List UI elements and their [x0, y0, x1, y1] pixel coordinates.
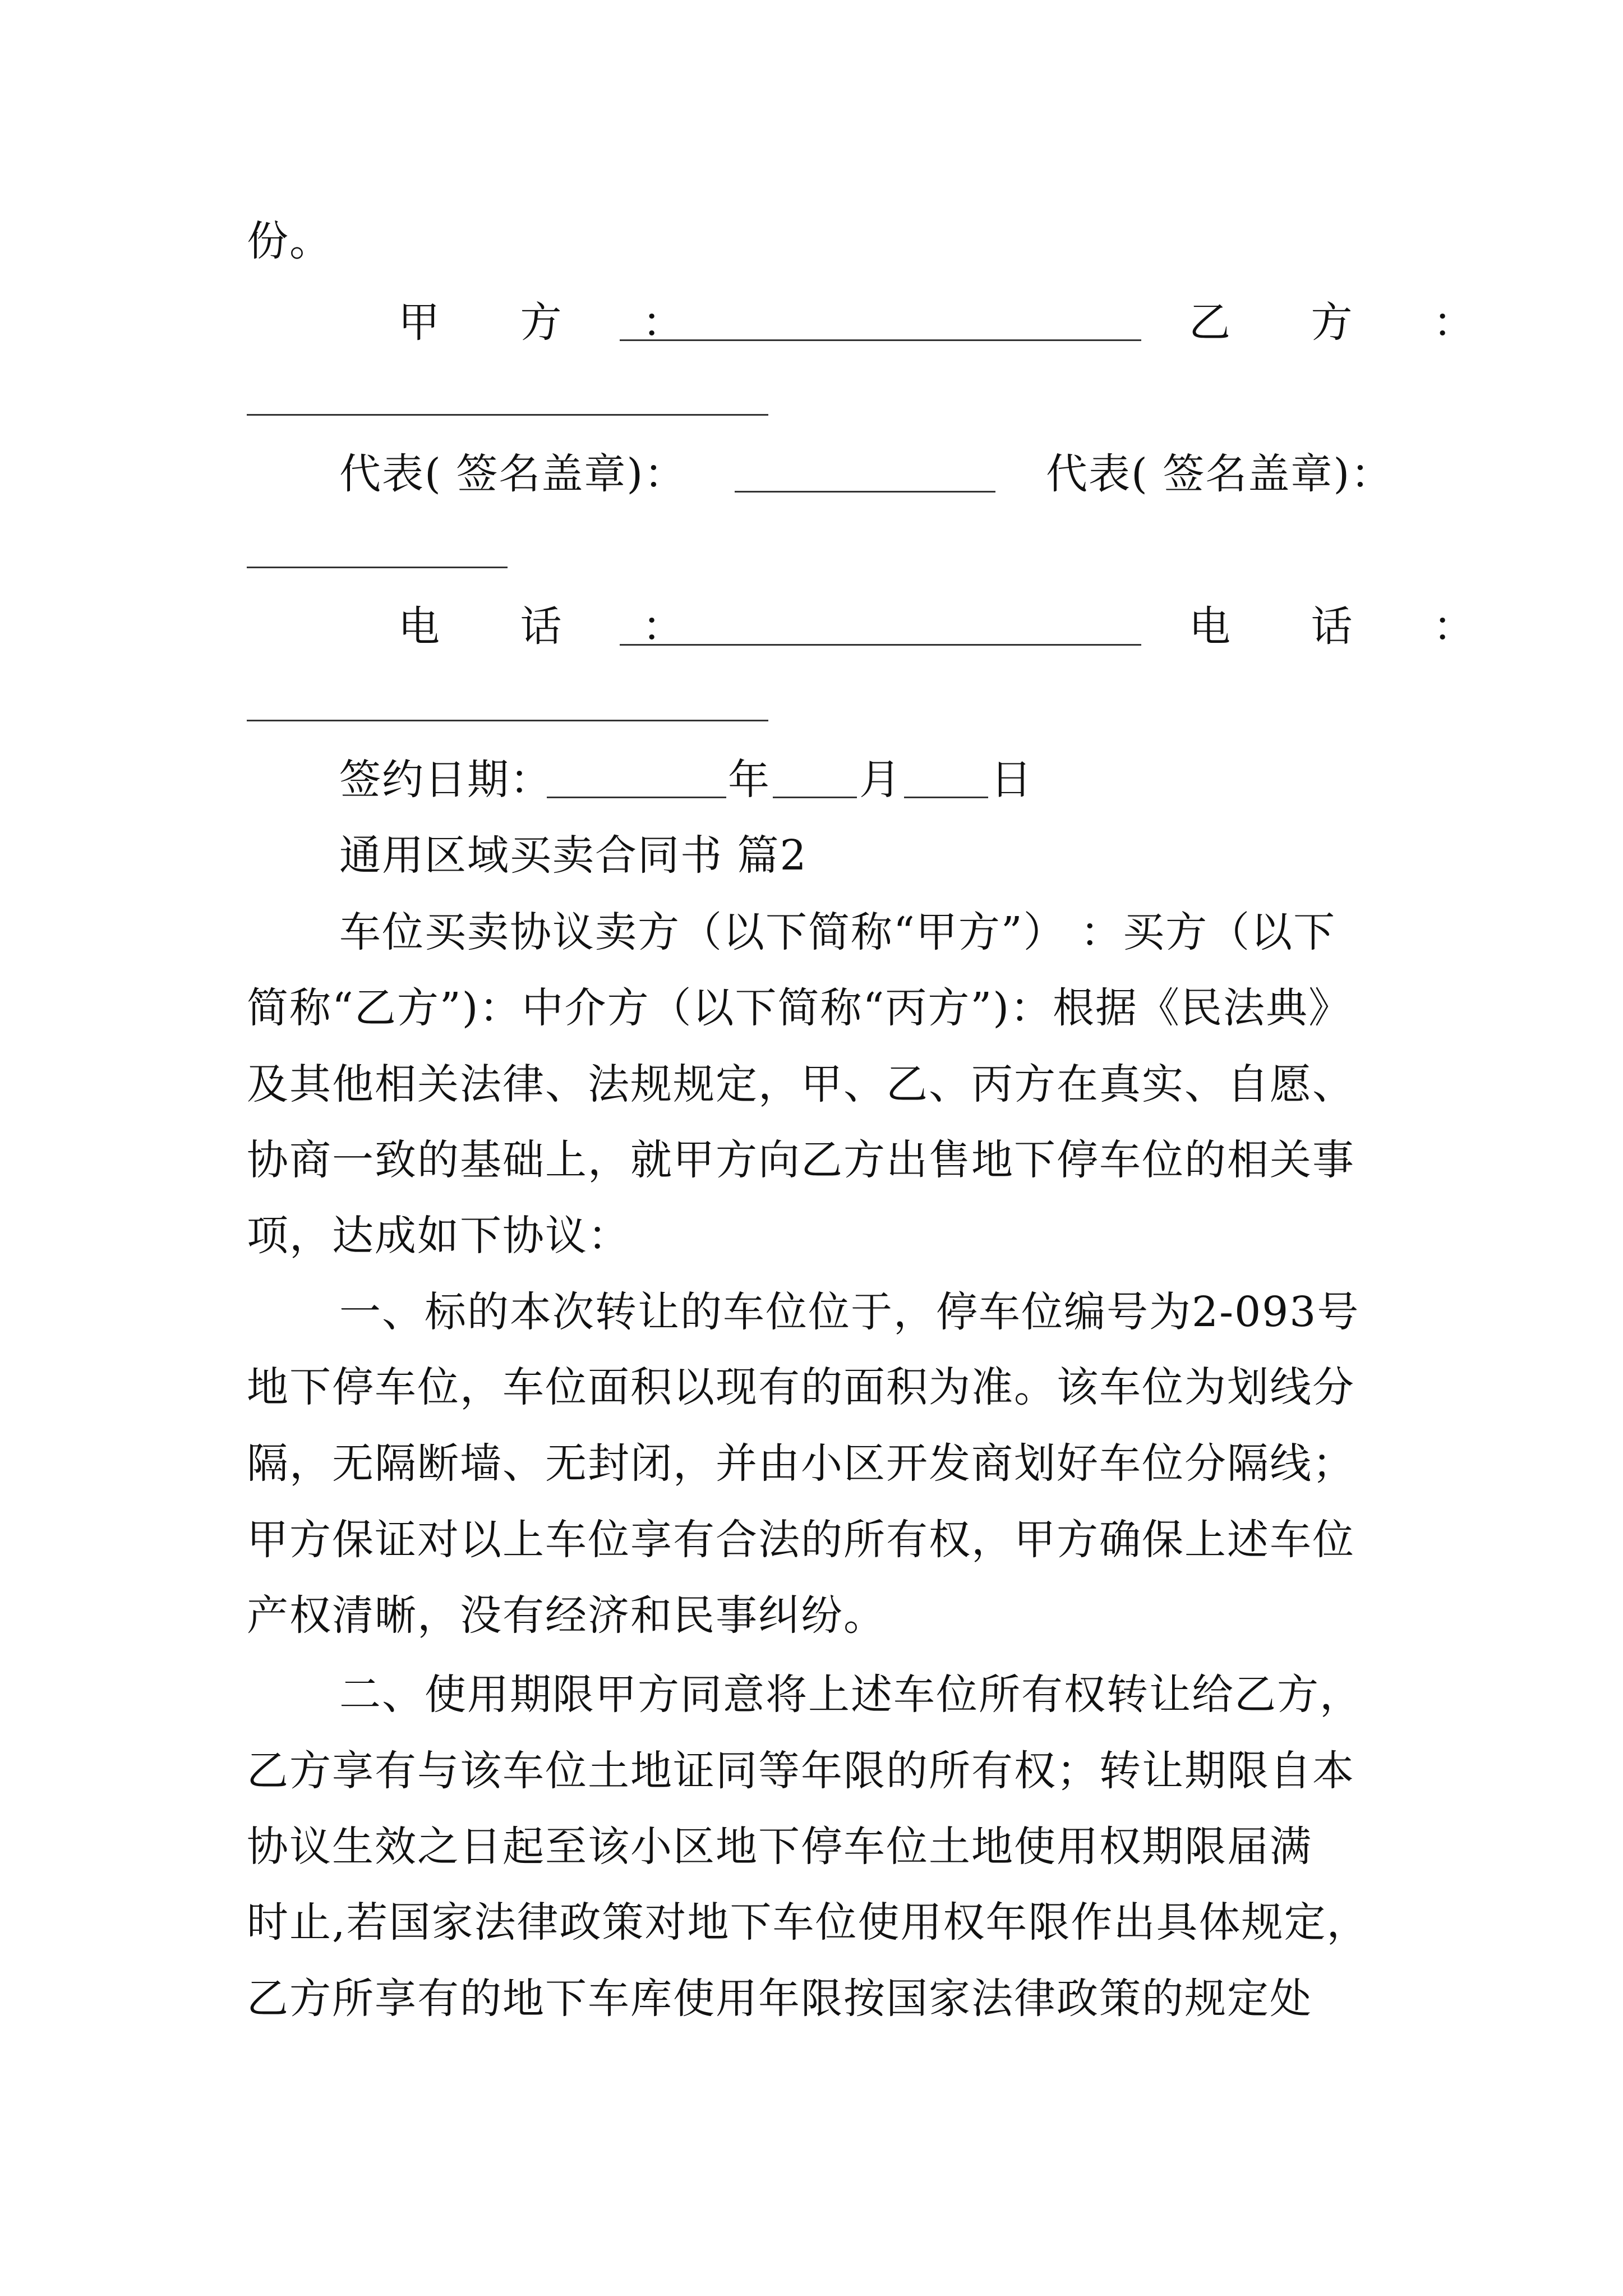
paragraph-2-line-5: 产权清晰，没有经济和民事纠纷。	[247, 1591, 886, 1640]
sign-date-day: 日	[990, 756, 1033, 804]
party-b-label: 乙 方 ：	[1189, 298, 1509, 347]
paragraph-2-line-4: 甲方保证对以上车位享有合法的所有权，甲方确保上述车位	[247, 1516, 1355, 1564]
phone-b-blank	[247, 720, 768, 721]
sign-date-month: 月	[859, 756, 902, 804]
sign-date-year-blank	[547, 797, 726, 798]
party-a-label: 甲 方 ：	[398, 298, 718, 347]
rep-a-blank	[735, 491, 995, 493]
rep-a-label: 代表( 签名盖章)：	[339, 450, 687, 498]
phone-a-blank	[620, 644, 1141, 646]
phone-b-label: 电 话 ：	[1189, 602, 1509, 651]
paragraph-3-line-5: 乙方所享有的地下车库使用年限按国家法律政策的规定处	[247, 1975, 1312, 2023]
paragraph-3-line-2: 乙方享有与该车位土地证同等年限的所有权；转让期限自本	[247, 1747, 1355, 1795]
party-b-blank	[247, 414, 768, 416]
paragraph-3-line-4: 时止,若国家法律政策对地下车位使用权年限作出具体规定，	[247, 1898, 1370, 1947]
paragraph-3-line-1: 二、使用期限甲方同意将上述车位所有权转让给乙方，	[339, 1671, 1362, 1719]
paragraph-1-line-4: 协商一致的基础上，就甲方向乙方出售地下停车位的相关事	[247, 1136, 1355, 1184]
phone-a-label: 电 话 ：	[398, 602, 718, 651]
paragraph-2-line-1: 一、标的本次转让的车位位于，停车位编号为2-093号	[339, 1288, 1360, 1336]
section-title: 通用区域买卖合同书 篇2	[339, 831, 808, 880]
sign-date-year: 年	[728, 756, 771, 804]
continuation-text: 份。	[247, 217, 332, 265]
paragraph-1-line-5: 项，达成如下协议：	[247, 1212, 630, 1260]
paragraph-2-line-3: 隔，无隔断墙、无封闭，并由小区开发商划好车位分隔线；	[247, 1439, 1355, 1488]
sign-date-day-blank	[904, 797, 988, 798]
sign-date-month-blank	[773, 797, 857, 798]
paragraph-1-line-2: 简称“乙方”)：中介方（以下简称“丙方”)：根据《民法典》	[247, 984, 1352, 1032]
paragraph-3-line-3: 协议生效之日起至该小区地下停车位土地使用权期限届满	[247, 1823, 1312, 1871]
paragraph-2-line-2: 地下停车位，车位面积以现有的面积为准。该车位为划线分	[247, 1363, 1355, 1411]
sign-date-label: 签约日期：	[339, 756, 552, 804]
rep-b-label: 代表( 签名盖章)：	[1046, 450, 1394, 498]
rep-b-blank	[247, 567, 508, 568]
paragraph-1-line-1: 车位买卖协议卖方（以下简称“甲方”） ：买方（以下	[339, 908, 1336, 956]
paragraph-1-line-3: 及其他相关法律、法规规定，甲、乙、丙方在真实、自愿、	[247, 1060, 1355, 1108]
party-a-blank	[620, 339, 1141, 341]
